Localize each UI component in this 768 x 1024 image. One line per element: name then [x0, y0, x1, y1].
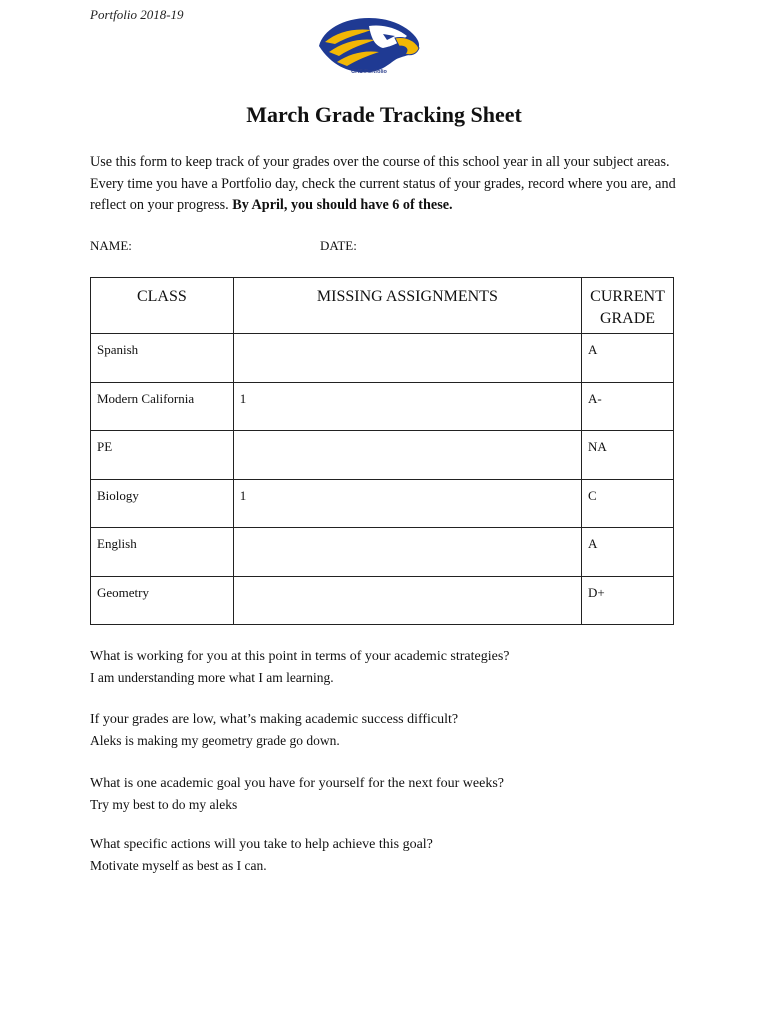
header-missing-assignments: MISSING ASSIGNMENTS — [233, 278, 581, 334]
grades-table — [90, 277, 674, 625]
class-cell: English — [91, 528, 234, 577]
question-text: What specific actions will you take to help achieve this goal? — [90, 837, 433, 852]
table-row — [91, 479, 674, 528]
header-current-grade: CURRENT GRADE — [582, 278, 674, 334]
table-row — [91, 382, 674, 431]
class-cell: Geometry — [91, 576, 234, 625]
question-block — [90, 773, 690, 815]
answer-text: I am understanding more what I am learning. — [90, 670, 334, 685]
grade-cell: A- — [582, 382, 674, 431]
missing-cell — [233, 528, 581, 577]
grade-cell: C — [582, 479, 674, 528]
name-label: NAME: — [90, 238, 132, 253]
table-row — [91, 528, 674, 577]
table-row — [91, 576, 674, 625]
answer-text: Try my best to do my aleks — [90, 797, 238, 812]
portfolio-label: Portfolio 2018-19 — [90, 7, 184, 22]
missing-cell: 1 — [233, 382, 581, 431]
missing-cell: 1 — [233, 479, 581, 528]
grade-cell: A — [582, 528, 674, 577]
question-text: If your grades are low, what’s making academic success difficult? — [90, 712, 459, 727]
intro-paragraph — [90, 152, 690, 217]
question-block — [90, 709, 690, 751]
class-cell: Spanish — [91, 334, 234, 383]
intro-bold-text: By April, you should have 6 of these. — [232, 197, 453, 213]
class-cell: PE — [91, 431, 234, 480]
header-class: CLASS — [91, 278, 234, 334]
class-cell: Modern California — [91, 382, 234, 431]
question-block — [90, 834, 690, 876]
class-cell: Biology — [91, 479, 234, 528]
question-block — [90, 646, 690, 688]
grade-cell: A — [582, 334, 674, 383]
grade-cell: NA — [582, 431, 674, 480]
question-text: What is working for you at this point in terms of your academic strategies? — [90, 649, 510, 664]
missing-cell — [233, 576, 581, 625]
answer-text: Aleks is making my geometry grade go down. — [90, 733, 340, 748]
table-row — [91, 431, 674, 480]
grade-cell: D+ — [582, 576, 674, 625]
page-title: March Grade Tracking Sheet — [246, 102, 522, 127]
missing-cell — [233, 334, 581, 383]
intro-text: Use this form to keep track of your grades over the course of this school year in all your subject areas. Every time you have a Portfolio day, check the current status of your grades, record where you are, and reflect on your progress. — [90, 154, 676, 213]
answer-text: Motivate myself as best as I can. — [90, 858, 267, 873]
date-label: DATE: — [320, 238, 357, 253]
table-row — [91, 334, 674, 383]
logo-caption: CHS Portfolio — [351, 69, 387, 75]
missing-cell — [233, 431, 581, 480]
question-text: What is one academic goal you have for yourself for the next four weeks? — [90, 776, 505, 791]
table-header-row — [91, 278, 674, 334]
